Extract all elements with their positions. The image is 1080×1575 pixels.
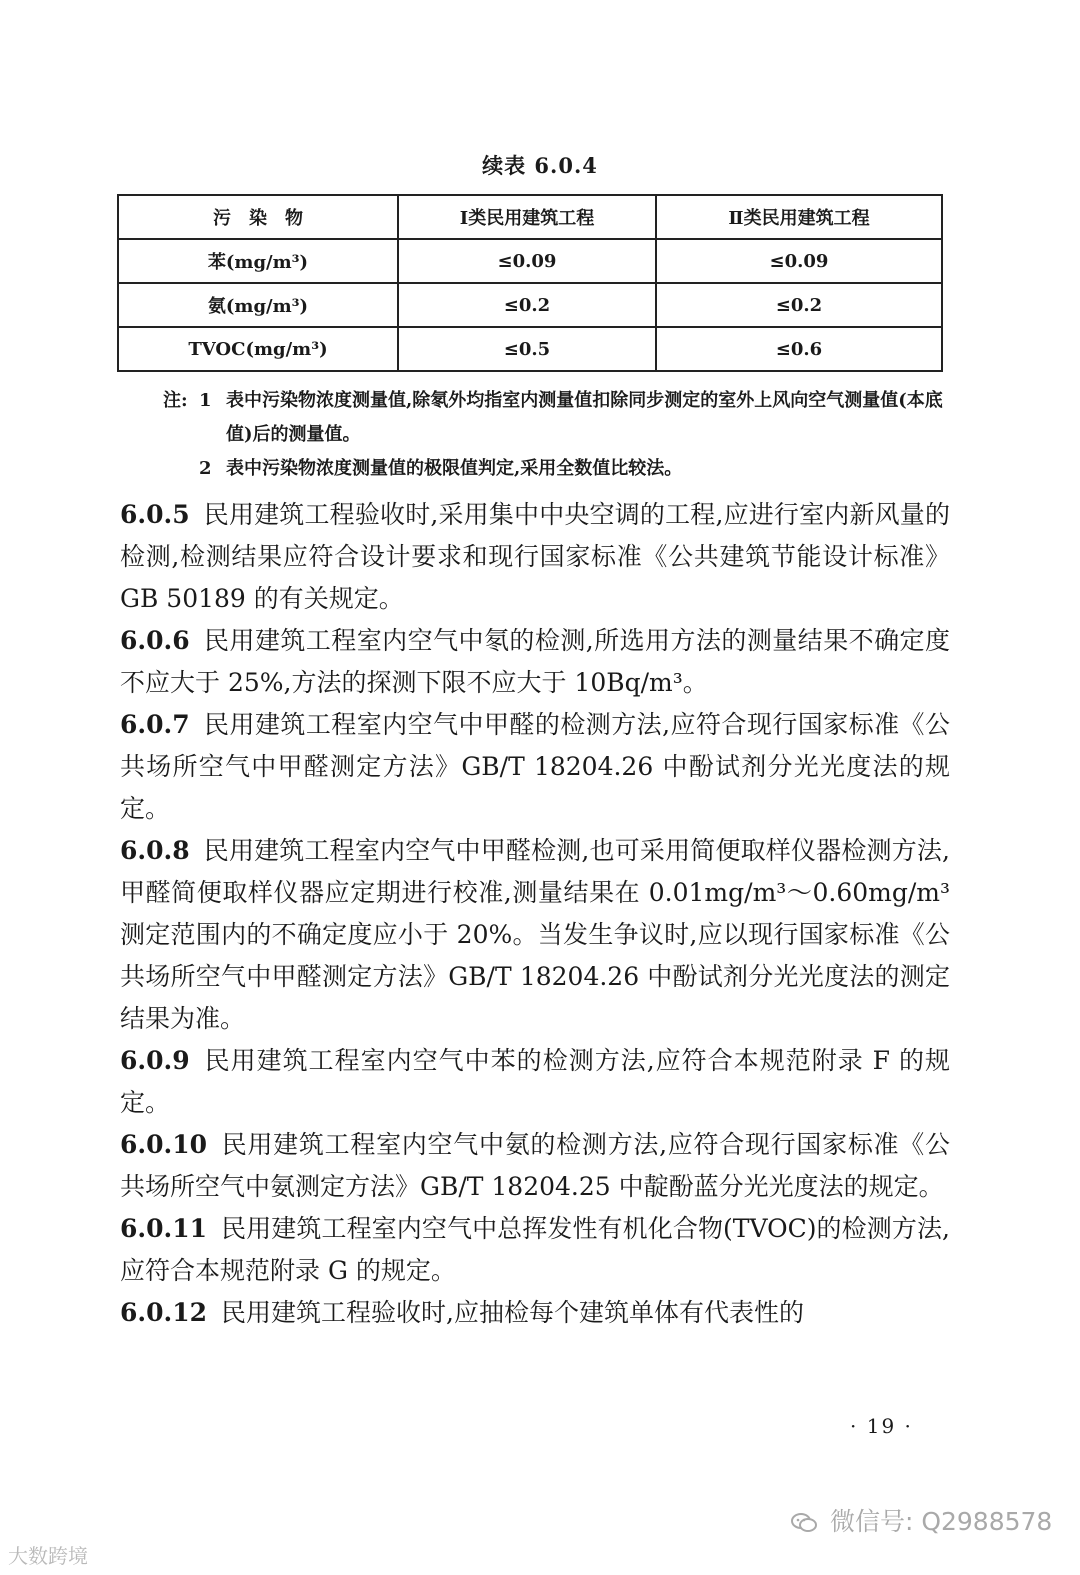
note-number: 1 [199,390,212,411]
clause-text: 民用建筑工程室内空气中甲醛检测,也可采用简便取样仪器检测方法,甲醛简便取样仪器应定期进行校准,测量结果在 0.01mg/m³～0.60mg/m³ 测定范围内的不确定度应小于 20%。当发生争议时,应以现行国家标准《公共场所空气中甲醛测定方法》GB/T 18204.26 中酚试剂分光光度法的测定结果为准。 [120,836,950,1033]
clause [120,1124,950,1208]
clause-text: 民用建筑工程室内空气中氨的检测方法,应符合现行国家标准《公共场所空气中氨测定方法》GB/T 18204.25 中靛酚蓝分光光度法的规定。 [120,1130,950,1201]
header-class-1: Ⅰ类民用建筑工程 [398,195,656,239]
clause-text: 民用建筑工程室内空气中苯的检测方法,应符合本规范附录 F 的规定。 [120,1046,950,1117]
clause [120,1208,950,1292]
page-number: · 19 · [850,1414,913,1438]
table-row [118,283,942,327]
clause-text: 民用建筑工程室内空气中总挥发性有机化合物(TVOC)的检测方法,应符合本规范附录 G 的规定。 [120,1214,950,1285]
note-label: 注: [163,390,188,411]
clause [120,1292,950,1334]
cell-class-2-limit: ≤0.2 [656,283,942,327]
header-pollutant: 污 染 物 [118,195,398,239]
cell-pollutant: 苯(mg/m³) [118,239,398,283]
cell-class-2-limit: ≤0.6 [656,327,942,371]
clause-number: 6.0.10 [120,1130,207,1159]
table-header-row [118,195,942,239]
cell-class-2-limit: ≤0.09 [656,239,942,283]
note-text: 表中污染物浓度测量值的极限值判定,采用全数值比较法。 [226,458,683,479]
table-row [118,327,942,371]
note-number: 2 [199,458,212,479]
clause [120,830,950,1040]
clauses-body [120,494,950,1334]
clause [120,494,950,620]
table-row [118,239,942,283]
note-item [163,384,953,452]
watermark-logo [8,1540,88,1569]
note-text: 表中污染物浓度测量值,除氡外均指室内测量值扣除同步测定的室外上风向空气测量值(本底值)后的测量值。 [226,390,943,445]
pollutant-limit-table [117,194,943,372]
clause-text: 民用建筑工程室内空气中甲醛的检测方法,应符合现行国家标准《公共场所空气中甲醛测定方法》GB/T 18204.26 中酚试剂分光光度法的规定。 [120,710,950,823]
clause-text: 民用建筑工程室内空气中氡的检测,所选用方法的测量结果不确定度不应大于 25%,方法的探测下限不应大于 10Bq/m³。 [120,626,950,697]
cell-class-1-limit: ≤0.5 [398,327,656,371]
clause [120,1040,950,1124]
wechat-watermark [790,1502,1052,1538]
table-notes [163,384,953,486]
wechat-id-text: 微信号: Q2988578 [829,1507,1053,1536]
clause [120,704,950,830]
note-item [163,452,953,486]
clause-number: 6.0.9 [120,1046,190,1075]
table-caption: 续表 6.0.4 [482,153,598,178]
cell-pollutant: 氨(mg/m³) [118,283,398,327]
watermark-logo-text: 大数跨境 [8,1544,88,1568]
clause [120,620,950,704]
clause-text: 民用建筑工程验收时,应抽检每个建筑单体有代表性的 [221,1298,804,1327]
clause-number: 6.0.6 [120,626,190,655]
cell-class-1-limit: ≤0.2 [398,283,656,327]
cell-class-1-limit: ≤0.09 [398,239,656,283]
clause-number: 6.0.8 [120,836,190,865]
clause-number: 6.0.7 [120,710,190,739]
wechat-icon [790,1512,818,1534]
cell-pollutant: TVOC(mg/m³) [118,327,398,371]
header-class-2: Ⅱ类民用建筑工程 [656,195,942,239]
clause-text: 民用建筑工程验收时,采用集中中央空调的工程,应进行室内新风量的检测,检测结果应符合设计要求和现行国家标准《公共建筑节能设计标准》GB 50189 的有关规定。 [120,500,950,613]
clause-number: 6.0.12 [120,1298,207,1327]
clause-number: 6.0.11 [120,1214,207,1243]
clause-number: 6.0.5 [120,500,190,529]
